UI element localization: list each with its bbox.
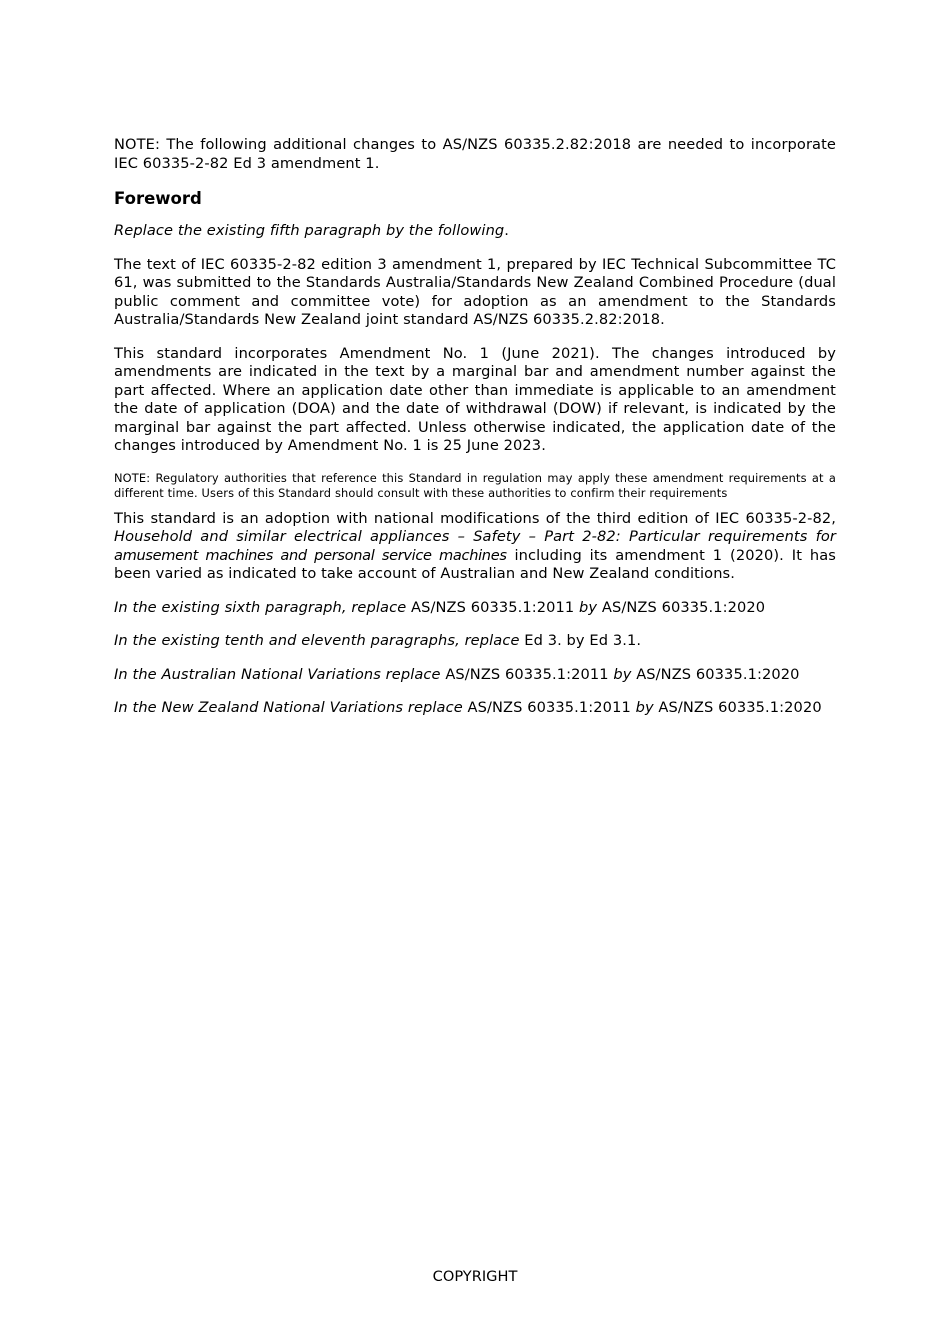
- adoption-text-start: This standard is an adoption with national modifications of the third edition of IEC 60335-2-82,: [114, 509, 836, 527]
- paragraph-amendment-info: This standard incorporates Amendment No. 1 (June 2021). The changes introduced by amendments are indicated in the text by a marginal bar and amendment number against the part affected. Where an application date other than immediate is applicable to an amendment the date of application (DOA) and the date of withdrawal (DOW) if relevant, is indicated by the marginal bar against the part affected. Unless otherwise indicated, the application date of the changes introduced by Amendment No. 1 is 25 June 2023.: [114, 344, 836, 454]
- document-body: [114, 136, 836, 733]
- adoption-text-end: including its amendment 1 (2020). It has been varied as indicated to take account of Australian and New Zealand conditions.: [114, 546, 836, 582]
- replace-instruction-end: .: [504, 222, 510, 239]
- change-instruction: In the existing sixth paragraph, replace: [114, 598, 407, 616]
- change-new-ref: AS/NZS 60335.1:2020: [631, 665, 800, 683]
- change-old-ref: AS/NZS 60335.1:2011: [406, 598, 580, 616]
- change-by: by: [579, 598, 598, 616]
- change-old-ref: AS/NZS 60335.1:2011: [440, 665, 614, 683]
- change-new-ref: AS/NZS 60335.1:2020: [653, 699, 822, 716]
- adoption-title-part-b: amusement machines and personal service machines: [114, 546, 507, 564]
- copyright-footer: COPYRIGHT: [432, 1268, 518, 1285]
- change-old-ref: AS/NZS 60335.1:2011: [462, 699, 636, 716]
- change-instruction: In the existing tenth and eleventh paragraphs, replace: [114, 632, 520, 649]
- paragraph-adoption: [114, 510, 836, 584]
- replace-instruction-italic: Replace the existing fifth paragraph by the following: [114, 222, 505, 239]
- change-sixth-paragraph: [114, 599, 836, 618]
- change-tenth-eleventh-paragraphs: [114, 632, 836, 651]
- paragraph-text-of-iec: The text of IEC 60335-2-82 edition 3 amendment 1, prepared by IEC Technical Subcommittee TC 61, was submitted to the Standards Australia/Standards New Zealand Combined Procedure (dual public comment and committee vote) for adoption as an amendment to the Standards Australia/Standards New Zealand joint standard AS/NZS 60335.2.82:2018.: [114, 255, 836, 328]
- change-by: by: [613, 665, 632, 683]
- foreword-heading: Foreword: [114, 189, 202, 208]
- change-new-zealand-variations: [114, 699, 836, 718]
- change-instruction: In the Australian National Variations replace: [114, 665, 441, 683]
- change-australian-variations: [114, 666, 836, 685]
- change-by: by: [635, 699, 654, 716]
- change-new-ref: AS/NZS 60335.1:2020: [597, 598, 766, 616]
- replace-instruction: [114, 222, 836, 241]
- intro-note: NOTE: The following additional changes to AS/NZS 60335.2.82:2018 are needed to incorporate IEC 60335-2-82 Ed 3 amendment 1.: [114, 136, 836, 172]
- change-old-ref: Ed 3. by Ed 3.1.: [519, 632, 642, 649]
- adoption-title-part-a: Household and similar electrical appliances – Safety – Part 2-82: Particular requirements for: [114, 528, 836, 545]
- regulatory-note: NOTE: Regulatory authorities that reference this Standard in regulation may apply these amendment requirements at a different time. Users of this Standard should consult with these authorities to confirm their requirements: [114, 470, 836, 500]
- change-instruction: In the New Zealand National Variations replace: [114, 699, 463, 716]
